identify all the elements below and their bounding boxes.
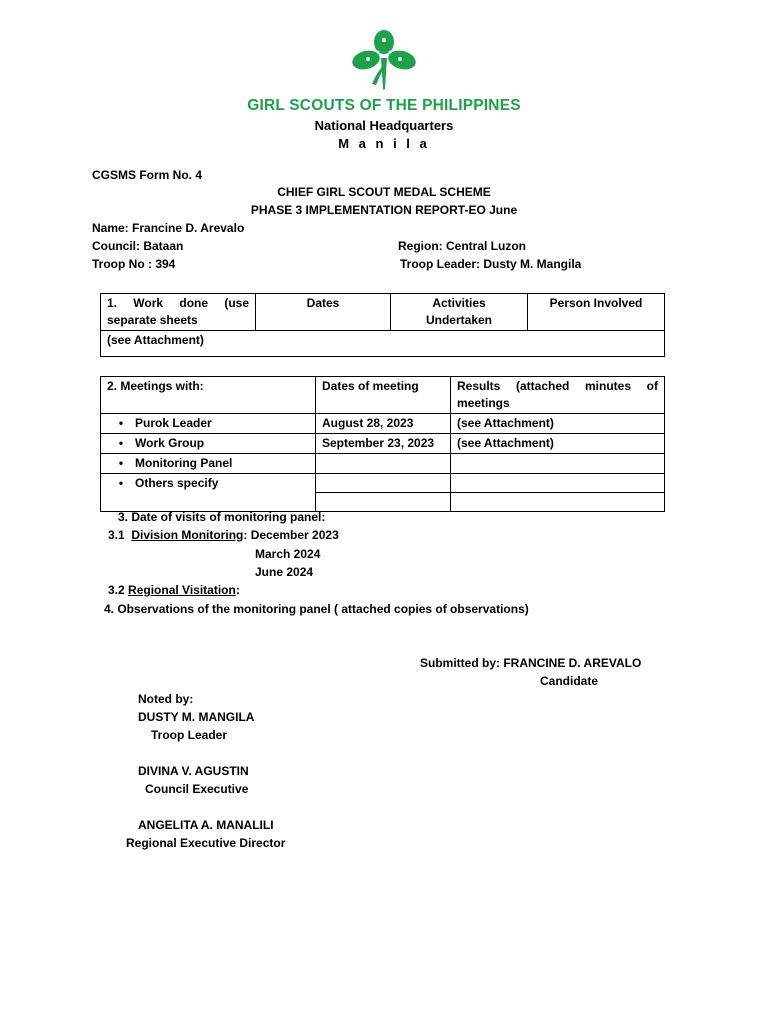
meeting-who: • Monitoring Panel xyxy=(101,454,316,474)
troop-number: Troop No : 394 xyxy=(92,257,176,271)
meeting-date: September 23, 2023 xyxy=(316,434,451,454)
council-field: Council: Bataan xyxy=(92,239,184,253)
visit-date-2: March 2024 xyxy=(255,547,321,561)
meeting-result xyxy=(451,454,665,474)
observations-line: 4. Observations of the monitoring panel ( attached copies of observations) xyxy=(104,602,529,616)
person-involved-header: Person Involved xyxy=(528,294,665,331)
regional-visitation-line: 3.2 Regional Visitation: xyxy=(108,583,240,597)
report-title-2: PHASE 3 IMPLEMENTATION REPORT-EO June xyxy=(250,203,518,217)
girl-scouts-trefoil-logo xyxy=(348,28,420,94)
meeting-date xyxy=(316,454,451,474)
table-row xyxy=(101,434,665,454)
signatory-3-name: ANGELITA A. MANALILI xyxy=(138,818,274,832)
regional-visitation-label: Regional Visitation xyxy=(128,583,236,597)
signatory-2-role: Council Executive xyxy=(145,782,249,796)
form-number: CGSMS Form No. 4 xyxy=(92,168,203,182)
division-monitoring-label: Division Monitoring xyxy=(131,528,244,542)
work-done-header: 1. Work done (use separate sheets xyxy=(101,294,256,331)
activities-header: Activities Undertaken xyxy=(391,294,528,331)
meeting-date-extra xyxy=(316,493,451,512)
signatory-1-role: Troop Leader xyxy=(151,728,228,742)
signatory-2-name: DIVINA V. AGUSTIN xyxy=(138,764,249,778)
org-name: GIRL SCOUTS OF THE PHILIPPINES xyxy=(247,97,521,114)
candidate-role: Candidate xyxy=(540,674,599,688)
results-header: Results (attached minutes of meetings xyxy=(451,377,665,414)
meetings-table xyxy=(100,376,665,512)
region-field: Region: Central Luzon xyxy=(398,239,526,253)
submitted-by: Submitted by: FRANCINE D. AREVALO xyxy=(420,656,642,670)
dates-header: Dates xyxy=(256,294,391,331)
meeting-date: August 28, 2023 xyxy=(316,414,451,434)
meeting-result: (see Attachment) xyxy=(451,434,665,454)
division-monitoring-line: 3.1 Division Monitoring: December 2023 xyxy=(108,528,339,542)
meeting-date xyxy=(316,474,451,493)
signatory-3-role: Regional Executive Director xyxy=(126,836,286,850)
headquarters-label: National Headquarters xyxy=(314,118,454,133)
visit-date-3: June 2024 xyxy=(255,565,314,579)
candidate-name: Name: Francine D. Arevalo xyxy=(92,221,245,235)
visits-heading: 3. Date of visits of monitoring panel: xyxy=(118,510,326,524)
troop-leader-field: Troop Leader: Dusty M. Mangila xyxy=(400,257,582,271)
meeting-who: • Purok Leader xyxy=(101,414,316,434)
meeting-result-extra xyxy=(451,493,665,512)
meeting-result xyxy=(451,474,665,493)
signatory-1-name: DUSTY M. MANGILA xyxy=(138,710,255,724)
noted-by: Noted by: xyxy=(138,692,194,706)
meetings-header: 2. Meetings with: xyxy=(101,377,316,414)
work-done-row: (see Attachment) xyxy=(101,331,665,357)
work-done-table xyxy=(100,293,665,357)
meeting-who: • Others specify xyxy=(101,474,316,512)
meeting-who: • Work Group xyxy=(101,434,316,454)
table-row xyxy=(101,454,665,474)
city-label: M a n i l a xyxy=(338,136,430,151)
meeting-result: (see Attachment) xyxy=(451,414,665,434)
table-row xyxy=(101,414,665,434)
table-row xyxy=(101,474,665,493)
report-title-1: CHIEF GIRL SCOUT MEDAL SCHEME xyxy=(277,185,491,199)
meeting-dates-header: Dates of meeting xyxy=(316,377,451,414)
